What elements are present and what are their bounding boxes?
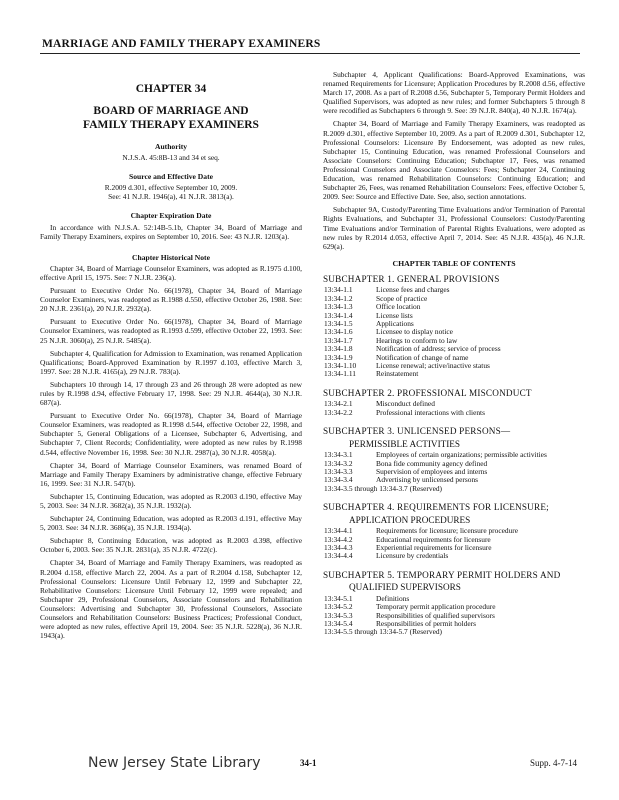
left-column [40,70,302,644]
toc-row[interactable]: 13:34-1.7 Hearings to conform to law [324,335,458,345]
toc-row[interactable]: 13:34-4.2 Educational requirements for licensure [324,534,491,544]
expiration-heading: Chapter Expiration Date [130,211,212,221]
toc-row[interactable]: 13:34-5.4 Responsibilities of permit holders [324,619,476,629]
history-paragraph: Subchapters 10 through 14, 17 through 23 and 26 through 28 were adopted as new rules by R.1998 d.94, effective February 17, 1998. See: 29 N.J.R. 4644(a), 30 N.J.R. 687(a). [40,379,302,408]
history-paragraph: Chapter 34, Board of Marriage and Family Therapy Examiners, was readopted as R.2009 d.301, effective September 10, 2009. As a part of R.2009 d.301, Subchapter 12, Professional Counselors: Licensure By Endorsement, was adopted as new rules, Subchapter 15, Continuing Education, was renamed Professional Counselors and Associate Counselors: Continuing Education; Subchapter 17, Fees, was renamed Professional Counselors and Associate Counselors: Fees; Subchapter 24, Continuing Education, was renamed Rehabilitation Counselors: Continuing Education; and Subchapter 26, Fees, was renamed Rehabilitation Counselors: Fees, effective October 5, 2009. See: Source and Effective Date. See, also, section annotations. [323,119,585,202]
history-paragraph: Pursuant to Executive Order No. 66(1978), Chapter 34, Board of Marriage Counselor Examiners, was readopted as R.1993 d.599, effective October 22, 1993. See: 25 N.J.R. 3060(a), 25 N.J.R. 5485(a). [40,317,302,345]
toc-row[interactable]: 13:34-5.3 Responsibilities of qualified supervisors [324,610,495,620]
toc-row[interactable]: 13:34-2.1 Misconduct defined [324,399,435,409]
source-text-2: See: 41 N.J.R. 1946(a), 41 N.J.R. 3813(a). [108,192,234,202]
page-number: 34-1 [300,758,317,768]
toc-row[interactable]: 13:34-1.4 License lists [324,310,413,320]
toc-row[interactable]: 13:34-3.1 Employees of certain organizations; permissible activities [324,450,547,460]
history-paragraph: Chapter 34, Board of Marriage Counselor Examiners, was adopted as R.1975 d.100, effective April 15, 1975. See: 7 N.J.R. 236(a). [40,263,302,282]
history-paragraph: Subchapter 9A, Custody/Parenting Time Evaluations and/or Termination of Parental Rights Evaluations, and Subchapter 31, Professional Counselors: Custody/Parenting Time Evaluations and/or Termination of Parental Rights Evaluations, were adopted as new rules by R.2014 d.053, effective April 7, 2014. See: 45 N.J.R. 435(a), 46 N.J.R. 629(a). [323,205,585,251]
history-paragraph: Subchapter 8, Continuing Education, was adopted as R.2003 d.398, effective October 6, 2003. See: 35 N.J.R. 2831(a), 35 N.J.R. 4722(c). [40,536,302,555]
toc-row[interactable]: 13:34-4.1 Requirements for licensure; licensure procedure [324,526,519,536]
toc-row[interactable]: 13:34-4.4 Licensure by credentials [324,551,449,561]
history-paragraph: Subchapter 24, Continuing Education, was adopted as R.2003 d.191, effective May 5, 2003. See: 34 N.J.R. 3686(a), 35 N.J.R. 1934(a). [40,514,302,533]
subchapter-1-title: SUBCHAPTER 1. GENERAL PROVISIONS [323,273,500,284]
chapter-number: CHAPTER 34 [135,83,207,95]
toc-row[interactable]: 13:34-1.5 Applications [324,319,414,328]
toc-title: CHAPTER TABLE OF CONTENTS [392,258,516,268]
history-paragraph: Subchapter 4, Qualification for Admission to Examination, was renamed Application Qualifications; Board-Approved Examination by R.1997 d.103, effective March 3, 1997. See: 28 N.J.R. 4165(a), 29 N.J.R. 783(a). [40,348,302,376]
source-heading: Source and Effective Date [128,172,213,182]
chapter-title-line-2: FAMILY THERAPY EXAMINERS [83,119,259,131]
history-paragraph: Pursuant to Executive Order No. 66(1978), Chapter 34, Board of Marriage Counselor Examiners, was readopted as R.1988 d.550, effective October 26, 1988. See: 20 N.J.R. 2361(a), 20 N.J.R. 2932(a). [40,286,302,314]
toc-row[interactable]: 13:34-5.2 Temporary permit application procedure [324,602,496,612]
subchapter-5-title: SUBCHAPTER 5. TEMPORARY PERMIT HOLDERS AND [323,569,561,580]
running-header: MARRIAGE AND FAMILY THERAPY EXAMINERS [42,38,321,50]
toc-row[interactable]: 13:34-1.9 Notification of change of name [324,352,469,362]
toc-row[interactable]: 13:34-1.10 License renewal; active/inactive status [324,361,490,371]
supplement-date: Supp. 4-7-14 [530,758,577,768]
toc-row[interactable]: 13:34-5.1 Definitions [324,593,410,603]
subchapter-3-list [324,451,547,493]
chapter-title-line-1: BOARD OF MARRIAGE AND [93,105,249,117]
header-rule [40,53,580,54]
subchapter-2-title: SUBCHAPTER 2. PROFESSIONAL MISCONDUCT [323,387,532,398]
subchapter-3-title-line-2: PERMISSIBLE ACTIVITIES [349,438,461,449]
subchapter-4-title: SUBCHAPTER 4. REQUIREMENTS FOR LICENSURE; [323,502,549,513]
toc-row[interactable]: 13:34-1.8 Notification of address; service of process [324,344,501,354]
subchapter-4-list [324,527,518,561]
history-paragraph: Pursuant to Executive Order No. 66(1978), Chapter 34, Board of Marriage Counselor Examiners, was readopted as R.1998 d.544, effective October 22, 1998, and Subchapter 5, General Obligations of a Licensee, Subchapter 6, Advertising, and Subchapter 7, Client Records; Confidentiality, were adopted as new rules by R.1998 d.544, effective November 16, 1998. See: 30 N.J.R. 2987(a), 30 N.J.R. 4058(a). [40,411,302,457]
library-watermark: New Jersey State Library [88,755,261,771]
history-paragraph: Chapter 34, Board of Marriage Counselor Examiners, was renamed Board of Marriage and Family Therapy Examiners by administrative change, effective February 16, 1999. See: 31 N.J.R. 547(b). [40,460,302,488]
authority-heading: Authority [154,142,188,151]
subchapter-4-title-line-2: APPLICATION PROCEDURES [349,514,471,525]
subchapter-2-list [324,400,485,417]
history-paragraph: Chapter 34, Board of Marriage and Family Therapy Examiners, was readopted as R.2004 d.158, effective March 22, 2004. As a part of R.2004 d.158, Subchapter 12, Professional Counselors: Licensure Until February 12, 1999 and Subchapter 22, Rehabilitative Counselors: Licensure Until February 12, 1999 were repealed; and Subchapter 29, Professional Counselors, Associate Counselors and Rehabilitation Counselors: Advertising and Subchapter 30, Professional Counselors, Associate Counselors and Rehabilitation Counselors: Business Practices; Professional Conduct, were adopted as new rules, effective April 19, 2004. See: 35 N.J.R. 5228(a), 36 N.J.R. 1943(a). [40,558,302,641]
right-column [323,70,585,637]
toc-row[interactable]: 13:34-3.4 Advertising by unlicensed persons [324,475,479,485]
toc-row[interactable]: 13:34-1.6 Licensee to display notice [324,327,453,337]
toc-row[interactable]: 13:34-2.2 Professional interactions with clients [324,407,485,417]
subchapter-3-title: SUBCHAPTER 3. UNLICENSED PERSONS— [323,426,511,437]
subchapter-1-list [324,286,501,378]
toc-row[interactable]: 13:34-1.3 Office location [324,302,421,312]
toc-row[interactable]: 13:34-1.1 License fees and charges [324,285,450,295]
history-paragraph: Subchapter 15, Continuing Education, was adopted as R.2003 d.190, effective May 5, 2003. See: 34 N.J.R. 3682(a), 35 N.J.R. 1932(a). [40,491,302,510]
toc-row[interactable]: 13:34-3.2 Bona fide community agency defined [324,458,488,468]
subchapter-5-list [324,595,496,637]
toc-row[interactable]: 13:34-4.3 Experiential requirements for licensure [324,543,492,552]
authority-text: N.J.S.A. 45:8B-13 and 34 et seq. [122,153,220,163]
history-heading: Chapter Historical Note [132,252,210,262]
toc-row[interactable]: 13:34-1.2 Scope of practice [324,293,428,303]
toc-reserved-row[interactable]: 13:34-5.5 through 13:34-5.7 (Reserved) [324,627,443,637]
expiration-text: In accordance with N.J.S.A. 52:14B-5.1b, Chapter 34, Board of Marriage and Family Therapy Examiners, expires on September 10, 2016. See: 43 N.J.R. 1203(a). [40,222,302,241]
source-text-1: R.2009 d.301, effective September 10, 2009. [104,183,238,193]
toc-reserved-row[interactable]: 13:34-3.5 through 13:34-3.7 (Reserved) [324,483,443,493]
history-paragraph: Subchapter 4, Applicant Qualifications: Board-Approved Examinations, was renamed Requirements for Licensure; Application Procedures by R.2008 d.56, effective March 17, 2008. As a part of R.2008 d.56, Subchapter 5, Temporary Permit Holders and Qualified Supervisors, was adopted as new rules; and former Subchapters 5 through 8 were recodified as Subchapters 6 through 9. See: 39 N.J.R. 840(a), 40 N.J.R. 1674(a). [323,70,585,116]
toc-row[interactable]: 13:34-3.3 Supervision of employees and interns [324,466,488,476]
toc-row[interactable]: 13:34-1.11 Reinstatement [324,369,419,379]
subchapter-5-title-line-2: QUALIFIED SUPERVISORS [349,582,461,593]
